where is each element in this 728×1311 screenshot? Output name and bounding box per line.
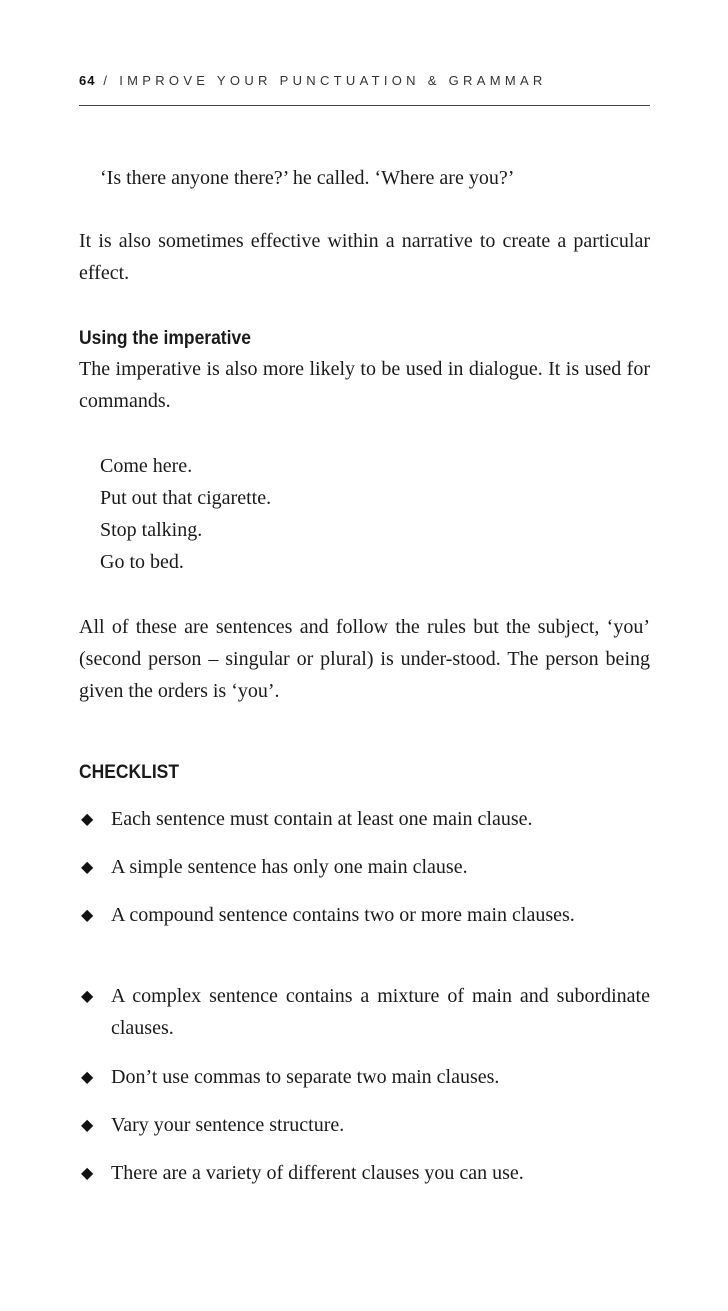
checklist-item bbox=[79, 899, 650, 931]
running-head bbox=[79, 73, 650, 88]
checklist-item-text: A simple sentence has only one main clause. bbox=[111, 856, 468, 878]
page-number: 64 bbox=[79, 73, 96, 88]
checklist-item bbox=[79, 1061, 650, 1093]
diamond-bullet-icon: ◆ bbox=[81, 1067, 94, 1086]
example-item: Put out that cigarette. bbox=[100, 487, 272, 509]
checklist-item-text: A compound sentence contains two or more main clauses. bbox=[111, 904, 575, 926]
checklist-item-text: A complex sentence contains a mixture of main and subordinate clauses. bbox=[111, 985, 650, 1039]
diamond-bullet-icon: ◆ bbox=[81, 986, 94, 1005]
example-item: Stop talking. bbox=[100, 519, 203, 541]
example-item: Come here. bbox=[100, 455, 193, 477]
checklist-item-text: Vary your sentence structure. bbox=[111, 1114, 345, 1136]
dialogue-example: ‘Is there anyone there?’ he called. ‘Where are you?’ bbox=[100, 167, 515, 189]
checklist-item bbox=[79, 980, 650, 1044]
imperative-paragraph: The imperative is also more likely to be used in dialogue. It is used for commands. bbox=[79, 358, 650, 412]
narrative-paragraph: It is also sometimes effective within a narrative to create a particular effect. bbox=[79, 230, 650, 284]
diamond-bullet-icon: ◆ bbox=[81, 809, 94, 828]
checklist-item-text: There are a variety of different clauses you can use. bbox=[111, 1162, 524, 1184]
checklist-item bbox=[79, 1157, 650, 1189]
checklist-item-text: Each sentence must contain at least one main clause. bbox=[111, 808, 533, 830]
header-rule bbox=[79, 105, 650, 106]
imperative-examples bbox=[100, 450, 271, 578]
checklist-item bbox=[79, 851, 650, 883]
diamond-bullet-icon: ◆ bbox=[81, 1115, 94, 1134]
diamond-bullet-icon: ◆ bbox=[81, 1163, 94, 1182]
checklist-item bbox=[79, 1109, 650, 1141]
understood-subject-paragraph: All of these are sentences and follow the rules but the subject, ‘you’ (second person – singular or plural) is under-stood. The person being given the orders is ‘you’. bbox=[79, 616, 650, 702]
imperative-heading: Using the imperative bbox=[79, 328, 251, 349]
diamond-bullet-icon: ◆ bbox=[81, 857, 94, 876]
checklist-item-text: Don’t use commas to separate two main clauses. bbox=[111, 1066, 500, 1088]
checklist-heading: CHECKLIST bbox=[79, 762, 180, 783]
book-title: / IMPROVE YOUR PUNCTUATION & GRAMMAR bbox=[95, 73, 547, 88]
diamond-bullet-icon: ◆ bbox=[81, 905, 94, 924]
example-item: Go to bed. bbox=[100, 551, 184, 573]
checklist-item bbox=[79, 803, 650, 835]
